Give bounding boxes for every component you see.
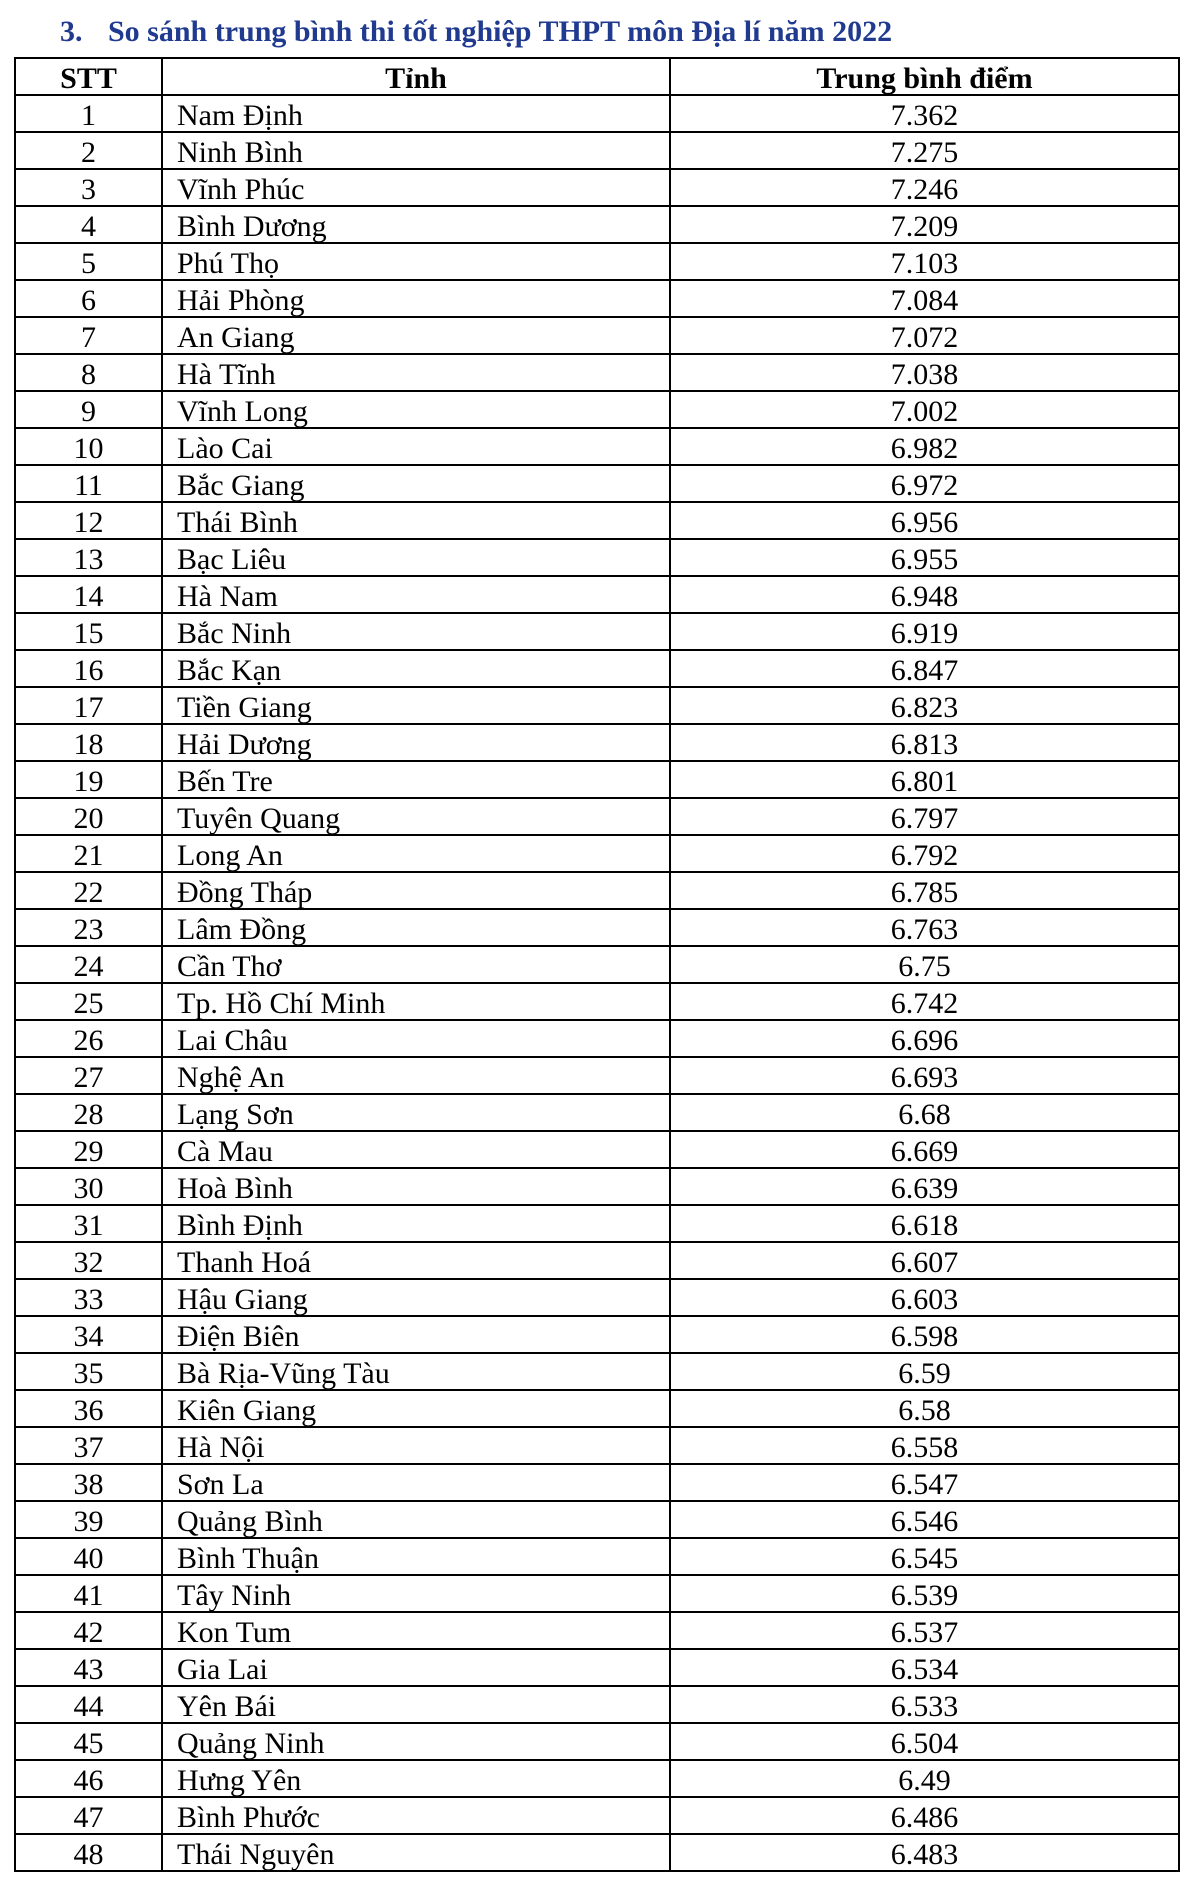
table-row	[16, 873, 1178, 910]
table-row	[16, 1724, 1178, 1761]
cell-stt: 35	[16, 1354, 163, 1389]
cell-score: 6.847	[890, 654, 959, 687]
cell-stt: 40	[16, 1539, 163, 1574]
table-row	[16, 1206, 1178, 1243]
table-row	[16, 281, 1178, 318]
cell-stt: 13	[16, 540, 163, 575]
cell-stt: 7	[16, 318, 163, 353]
cell-stt: 30	[16, 1169, 163, 1204]
table-row	[16, 1169, 1178, 1206]
cell-province: Lai Châu	[163, 1021, 671, 1056]
cell-province: Kiên Giang	[163, 1391, 671, 1426]
cell-province: Yên Bái	[163, 1687, 671, 1722]
cell-score: 6.534	[890, 1653, 959, 1686]
cell-stt: 4	[16, 207, 163, 242]
cell-score: 6.919	[890, 617, 959, 650]
cell-score: 7.275	[890, 136, 959, 169]
table-row	[16, 170, 1178, 207]
cell-province: Ninh Bình	[163, 133, 671, 168]
cell-score: 6.742	[890, 987, 959, 1020]
table-row	[16, 540, 1178, 577]
table-row	[16, 984, 1178, 1021]
cell-stt: 43	[16, 1650, 163, 1685]
table-row	[16, 762, 1178, 799]
table-row	[16, 1095, 1178, 1132]
table-row	[16, 651, 1178, 688]
table-row	[16, 799, 1178, 836]
table-row	[16, 207, 1178, 244]
cell-stt: 2	[16, 133, 163, 168]
cell-province: Lào Cai	[163, 429, 671, 464]
cell-province: Hà Tĩnh	[163, 355, 671, 390]
cell-score: 6.483	[890, 1838, 959, 1871]
cell-province: Cà Mau	[163, 1132, 671, 1167]
cell-stt: 33	[16, 1280, 163, 1315]
score-table	[14, 57, 1180, 1872]
cell-stt: 11	[16, 466, 163, 501]
cell-province: Bình Định	[163, 1206, 671, 1241]
cell-province: Bạc Liêu	[163, 540, 671, 575]
table-row	[16, 577, 1178, 614]
cell-province: Long An	[163, 836, 671, 871]
cell-stt: 15	[16, 614, 163, 649]
cell-stt: 45	[16, 1724, 163, 1759]
cell-province: Bắc Kạn	[163, 651, 671, 686]
table-row	[16, 355, 1178, 392]
cell-score: 6.763	[890, 913, 959, 946]
cell-stt: 41	[16, 1576, 163, 1611]
table-row	[16, 1687, 1178, 1724]
table-row	[16, 503, 1178, 540]
cell-province: Cần Thơ	[163, 947, 671, 982]
cell-province: Tiền Giang	[163, 688, 671, 723]
cell-score: 7.362	[890, 99, 959, 132]
cell-province: Vĩnh Long	[163, 392, 671, 427]
table-row	[16, 1761, 1178, 1798]
cell-province: Thái Bình	[163, 503, 671, 538]
cell-score: 6.696	[890, 1024, 959, 1057]
cell-province: Bến Tre	[163, 762, 671, 797]
cell-province: Lâm Đồng	[163, 910, 671, 945]
table-row	[16, 1354, 1178, 1391]
cell-stt: 24	[16, 947, 163, 982]
cell-score: 6.669	[890, 1135, 959, 1168]
cell-stt: 9	[16, 392, 163, 427]
cell-score: 6.533	[890, 1690, 959, 1723]
table-row	[16, 1058, 1178, 1095]
cell-stt: 12	[16, 503, 163, 538]
cell-province: Lạng Sơn	[163, 1095, 671, 1130]
header-province: Tỉnh	[163, 59, 671, 94]
table-row	[16, 1132, 1178, 1169]
cell-stt: 32	[16, 1243, 163, 1278]
cell-province: Tây Ninh	[163, 1576, 671, 1611]
section-title-text: So sánh trung bình thi tốt nghiệp THPT môn Địa lí năm 2022	[108, 15, 893, 48]
cell-stt: 31	[16, 1206, 163, 1241]
cell-score: 6.547	[890, 1468, 959, 1501]
table-row	[16, 1576, 1178, 1613]
cell-stt: 23	[16, 910, 163, 945]
cell-province: An Giang	[163, 318, 671, 353]
cell-stt: 46	[16, 1761, 163, 1796]
cell-score: 7.084	[890, 284, 959, 317]
cell-stt: 18	[16, 725, 163, 760]
section-number: 3.	[60, 15, 83, 48]
cell-score: 7.103	[890, 247, 959, 280]
cell-province: Hải Phòng	[163, 281, 671, 316]
cell-province: Bình Phước	[163, 1798, 671, 1833]
cell-province: Hà Nội	[163, 1428, 671, 1463]
table-row	[16, 1317, 1178, 1354]
cell-score: 6.537	[890, 1616, 959, 1649]
table-row	[16, 1798, 1178, 1835]
cell-score: 6.545	[890, 1542, 959, 1575]
table-row	[16, 1243, 1178, 1280]
cell-score: 6.539	[890, 1579, 959, 1612]
cell-stt: 20	[16, 799, 163, 834]
table-row	[16, 1835, 1178, 1872]
cell-province: Hà Nam	[163, 577, 671, 612]
cell-province: Sơn La	[163, 1465, 671, 1500]
cell-stt: 1	[16, 96, 163, 131]
cell-stt: 21	[16, 836, 163, 871]
table-row	[16, 1391, 1178, 1428]
cell-province: Kon Tum	[163, 1613, 671, 1648]
cell-score: 6.58	[898, 1394, 951, 1427]
cell-stt: 27	[16, 1058, 163, 1093]
table-header-row	[16, 59, 1178, 96]
table-row	[16, 429, 1178, 466]
cell-score: 6.982	[890, 432, 959, 465]
cell-province: Vĩnh Phúc	[163, 170, 671, 205]
cell-stt: 38	[16, 1465, 163, 1500]
cell-stt: 26	[16, 1021, 163, 1056]
table-row	[16, 725, 1178, 762]
cell-province: Quảng Ninh	[163, 1724, 671, 1759]
cell-score: 6.972	[890, 469, 959, 502]
cell-score: 6.797	[890, 802, 959, 835]
table-row	[16, 392, 1178, 429]
table-row	[16, 910, 1178, 947]
cell-province: Gia Lai	[163, 1650, 671, 1685]
cell-score: 6.801	[890, 765, 959, 798]
cell-province: Thanh Hoá	[163, 1243, 671, 1278]
cell-score: 6.68	[898, 1098, 951, 1131]
cell-stt: 19	[16, 762, 163, 797]
cell-province: Bình Dương	[163, 207, 671, 242]
cell-stt: 39	[16, 1502, 163, 1537]
table-row	[16, 1428, 1178, 1465]
table-row	[16, 1502, 1178, 1539]
cell-stt: 16	[16, 651, 163, 686]
table-row	[16, 466, 1178, 503]
cell-score: 6.504	[890, 1727, 959, 1760]
cell-stt: 8	[16, 355, 163, 390]
cell-stt: 28	[16, 1095, 163, 1130]
cell-score: 6.486	[890, 1801, 959, 1834]
cell-stt: 29	[16, 1132, 163, 1167]
cell-province: Tp. Hồ Chí Minh	[163, 984, 671, 1019]
cell-province: Nghệ An	[163, 1058, 671, 1093]
cell-stt: 44	[16, 1687, 163, 1722]
cell-score: 7.002	[890, 395, 959, 428]
cell-province: Tuyên Quang	[163, 799, 671, 834]
cell-stt: 36	[16, 1391, 163, 1426]
cell-score: 6.59	[898, 1357, 951, 1390]
cell-score: 6.618	[890, 1209, 959, 1242]
cell-score: 6.598	[890, 1320, 959, 1353]
cell-score: 6.639	[890, 1172, 959, 1205]
table-row	[16, 1650, 1178, 1687]
cell-stt: 22	[16, 873, 163, 908]
cell-score: 6.955	[890, 543, 959, 576]
cell-score: 6.823	[890, 691, 959, 724]
cell-province: Hậu Giang	[163, 1280, 671, 1315]
cell-province: Bình Thuận	[163, 1539, 671, 1574]
cell-stt: 5	[16, 244, 163, 279]
cell-score: 6.75	[898, 950, 951, 983]
cell-stt: 14	[16, 577, 163, 612]
cell-stt: 42	[16, 1613, 163, 1648]
header-score: Trung bình điểm	[816, 62, 1033, 95]
cell-province: Điện Biên	[163, 1317, 671, 1352]
header-stt: STT	[16, 59, 163, 94]
cell-province: Nam Định	[163, 96, 671, 131]
cell-stt: 6	[16, 281, 163, 316]
table-row	[16, 1539, 1178, 1576]
table-row	[16, 96, 1178, 133]
cell-province: Hải Dương	[163, 725, 671, 760]
cell-stt: 25	[16, 984, 163, 1019]
cell-score: 7.038	[890, 358, 959, 391]
cell-score: 6.546	[890, 1505, 959, 1538]
cell-stt: 37	[16, 1428, 163, 1463]
table-row	[16, 688, 1178, 725]
cell-score: 6.792	[890, 839, 959, 872]
table-row	[16, 133, 1178, 170]
cell-score: 6.49	[898, 1764, 951, 1797]
table-row	[16, 1465, 1178, 1502]
cell-score: 6.948	[890, 580, 959, 613]
table-row	[16, 244, 1178, 281]
cell-province: Thái Nguyên	[163, 1835, 671, 1870]
section-title	[60, 12, 892, 52]
cell-province: Bắc Ninh	[163, 614, 671, 649]
table-row	[16, 318, 1178, 355]
table-row	[16, 1613, 1178, 1650]
table-row	[16, 947, 1178, 984]
cell-score: 7.246	[890, 173, 959, 206]
cell-stt: 10	[16, 429, 163, 464]
table-row	[16, 1280, 1178, 1317]
cell-score: 6.813	[890, 728, 959, 761]
cell-score: 6.693	[890, 1061, 959, 1094]
cell-province: Hưng Yên	[163, 1761, 671, 1796]
table-row	[16, 836, 1178, 873]
cell-stt: 17	[16, 688, 163, 723]
cell-score: 6.956	[890, 506, 959, 539]
cell-province: Bắc Giang	[163, 466, 671, 501]
cell-score: 7.209	[890, 210, 959, 243]
cell-province: Quảng Bình	[163, 1502, 671, 1537]
cell-score: 6.607	[890, 1246, 959, 1279]
cell-score: 7.072	[890, 321, 959, 354]
cell-province: Bà Rịa-Vũng Tàu	[163, 1354, 671, 1389]
cell-stt: 3	[16, 170, 163, 205]
cell-score: 6.603	[890, 1283, 959, 1316]
cell-stt: 48	[16, 1835, 163, 1870]
table-row	[16, 1021, 1178, 1058]
cell-province: Hoà Bình	[163, 1169, 671, 1204]
cell-stt: 34	[16, 1317, 163, 1352]
cell-score: 6.785	[890, 876, 959, 909]
cell-province: Đồng Tháp	[163, 873, 671, 908]
cell-province: Phú Thọ	[163, 244, 671, 279]
table-row	[16, 614, 1178, 651]
cell-stt: 47	[16, 1798, 163, 1833]
cell-score: 6.558	[890, 1431, 959, 1464]
